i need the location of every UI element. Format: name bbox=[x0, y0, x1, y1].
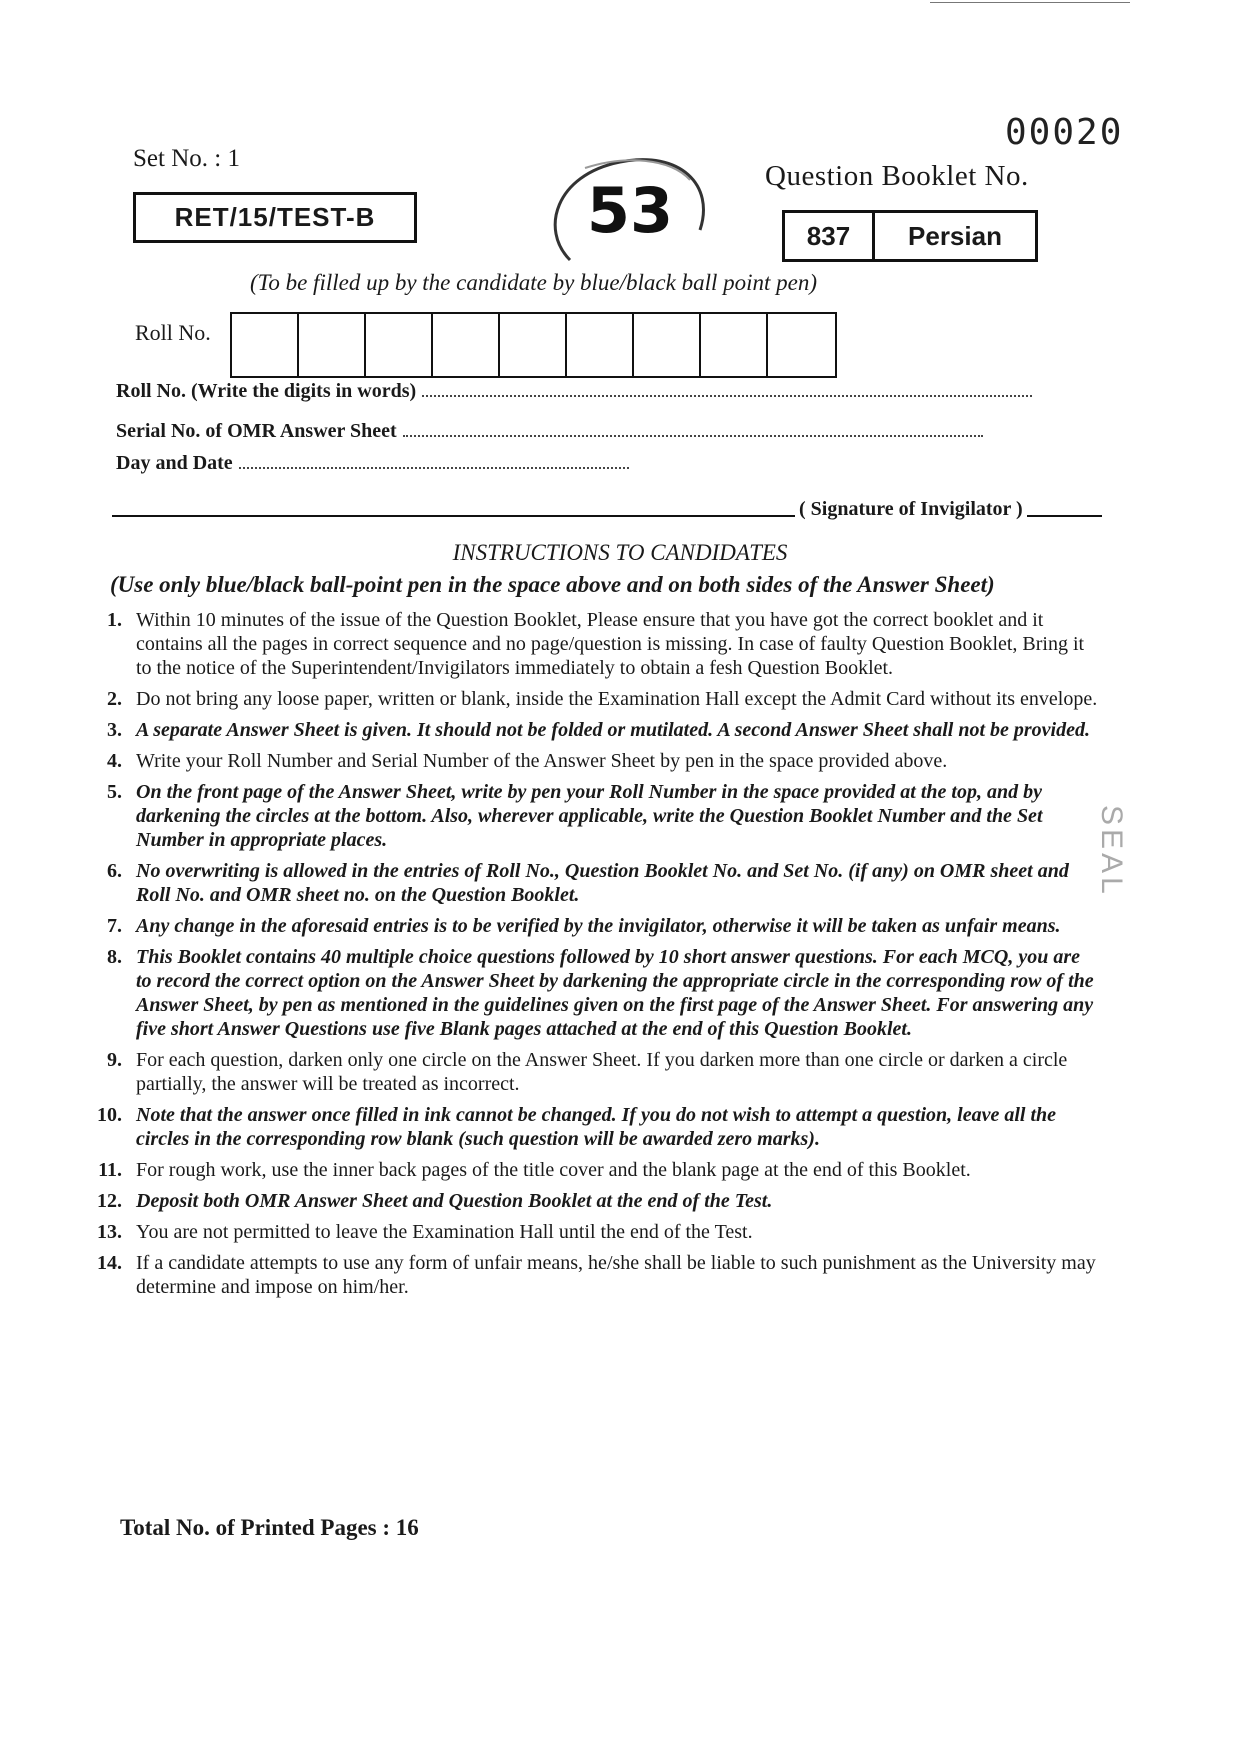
instruction-item: 6. No overwriting is allowed in the entries of Roll No., Question Booklet No. and Set No. (if any) on OMR sheet and Roll No. and OMR sheet no. on the Question Booklet. bbox=[107, 860, 1069, 906]
instruction-item: 3. A separate Answer Sheet is given. It should not be folded or mutilated. A second Answer Sheet shall not be provided. bbox=[107, 719, 1090, 741]
omr-serial-field[interactable] bbox=[116, 420, 983, 443]
instructions-list bbox=[88, 608, 1098, 1306]
question-booklet-label: Question Booklet No. bbox=[765, 160, 1029, 192]
roll-digit-box[interactable] bbox=[299, 314, 366, 376]
roll-digit-box[interactable] bbox=[768, 314, 835, 376]
roll-digit-box[interactable] bbox=[500, 314, 567, 376]
handwritten-circled-number bbox=[530, 150, 730, 280]
corner-serial-code: 00020 bbox=[1005, 112, 1124, 153]
instruction-item: 7. Any change in the aforesaid entries is to be verified by the invigilator, otherwise it will be taken as unfair means. bbox=[107, 915, 1061, 937]
instruction-item: 2. Do not bring any loose paper, written or blank, inside the Examination Hall except the Admit Card without its envelope. bbox=[107, 688, 1098, 710]
test-code-box bbox=[133, 192, 417, 243]
instruction-item: 13. You are not permitted to leave the Examination Hall until the end of the Test. bbox=[97, 1221, 753, 1243]
invigilator-signature-label: ( Signature of Invigilator ) bbox=[795, 498, 1027, 521]
instruction-item: 9. For each question, darken only one circle on the Answer Sheet. If you darken more than one circle or darken a circle partially, the answer will be treated as incorrect. bbox=[107, 1049, 1068, 1095]
day-date-label: Day and Date bbox=[116, 452, 233, 474]
roll-number-label: Roll No. bbox=[135, 320, 211, 345]
stamp-number: 53 bbox=[586, 174, 674, 247]
omr-serial-label: Serial No. of OMR Answer Sheet bbox=[116, 420, 397, 442]
day-date-field[interactable] bbox=[116, 452, 629, 475]
instructions-title: INSTRUCTIONS TO CANDIDATES bbox=[452, 540, 788, 565]
omr-serial-line[interactable] bbox=[403, 434, 983, 437]
roll-digit-box[interactable] bbox=[634, 314, 701, 376]
total-printed-pages: Total No. of Printed Pages : 16 bbox=[120, 1515, 419, 1540]
instruction-item: 12. Deposit both OMR Answer Sheet and Question Booklet at the end of the Test. bbox=[97, 1190, 773, 1212]
instruction-item: 14. If a candidate attempts to use any form of unfair means, he/she shall be liable to such punishment as the University may determine and impose on him/her. bbox=[97, 1252, 1096, 1298]
roll-digit-box[interactable] bbox=[433, 314, 500, 376]
roll-words-line[interactable] bbox=[422, 394, 1032, 397]
top-edge-rule bbox=[930, 2, 1130, 3]
instruction-item: 8. This Booklet contains 40 multiple choice questions followed by 10 short answer questions. For each MCQ, you are to record the correct option on the Answer Sheet by darkening the appropriate circle in the corresponding row of the Answer Sheet, by pen as mentioned in the guidelines given on the first page of the Answer Sheet. For answering any five short Answer Questions use five Blank pages attached at the end of this Question Booklet. bbox=[107, 946, 1094, 1040]
roll-number-boxes[interactable] bbox=[230, 312, 837, 378]
roll-digit-box[interactable] bbox=[701, 314, 768, 376]
instruction-item: 10. Note that the answer once filled in ink cannot be changed. If you do not wish to attempt a question, leave all the circles in the corresponding row blank (such question will be awarded zero marks). bbox=[97, 1104, 1057, 1150]
instruction-item: 4. Write your Roll Number and Serial Number of the Answer Sheet by pen in the space provided above. bbox=[107, 750, 948, 772]
question-booklet-subject: Persian bbox=[908, 220, 1002, 251]
roll-digit-box[interactable] bbox=[567, 314, 634, 376]
question-booklet-box bbox=[782, 210, 1038, 262]
instruction-item: 5. On the front page of the Answer Sheet, write by pen your Roll Number in the space provided at the top, and by darkening the circles at the bottom. Also, wherever applicable, write the Question Booklet Number and the Set Number in appropriate places. bbox=[107, 781, 1043, 851]
instruction-item: 1. Within 10 minutes of the issue of the Question Booklet, Please ensure that you have got the correct booklet and it contains all the pages in correct sequence and no page/question is missing. In case of faulty Question Booklet, Bring it to the notice of the Superintendent/Invigilators immediately to obtain a fesh Question Booklet. bbox=[107, 609, 1085, 679]
seal-mark: SEAL bbox=[1095, 805, 1128, 898]
instructions-subtitle: (Use only blue/black ball-point pen in the space above and on both sides of the Answer Sheet) bbox=[110, 572, 995, 597]
roll-words-label: Roll No. (Write the digits in words) bbox=[116, 380, 417, 402]
question-booklet-number: 837 bbox=[785, 213, 875, 259]
fill-instruction-note: (To be filled up by the candidate by blue/black ball point pen) bbox=[250, 270, 818, 295]
set-number: Set No. : 1 bbox=[133, 145, 240, 172]
day-date-line[interactable] bbox=[239, 466, 629, 469]
roll-digit-box[interactable] bbox=[366, 314, 433, 376]
roll-words-field[interactable] bbox=[116, 380, 1032, 403]
roll-digit-box[interactable] bbox=[232, 314, 299, 376]
test-code: RET/15/TEST-B bbox=[174, 202, 376, 232]
instruction-item: 11. For rough work, use the inner back pages of the title cover and the blank page at the end of this Booklet. bbox=[98, 1159, 971, 1181]
